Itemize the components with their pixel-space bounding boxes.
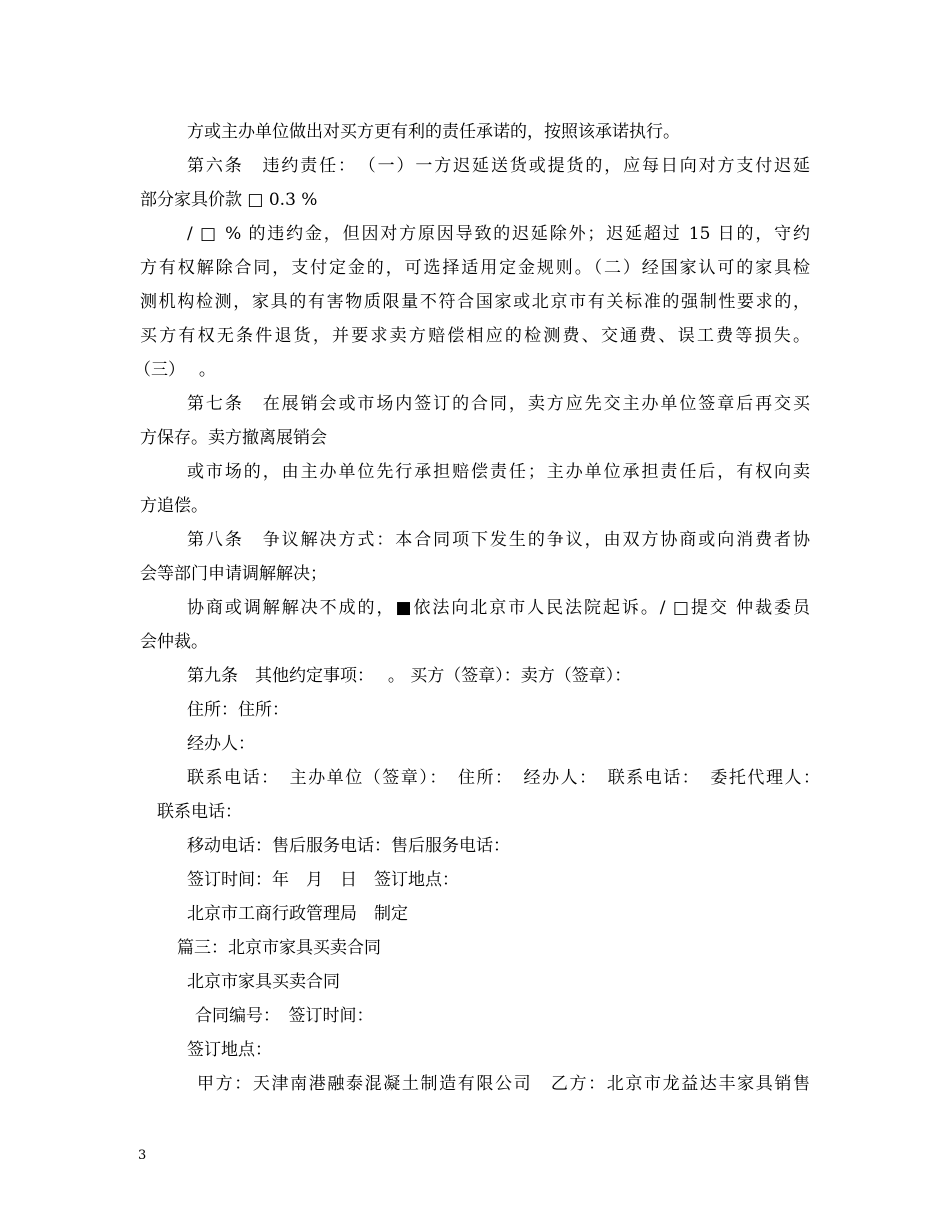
text-line: 或市场的，由主办单位先行承担赔偿责任；主办单位承担责任后，有权向卖 xyxy=(187,462,810,482)
page-number: 3 xyxy=(138,1148,147,1163)
text-line: 第八条 争议解决方式：本合同项下发生的争议，由双方协商或向消费者协 xyxy=(187,530,810,550)
text-line: 部分家具价款 □ 0.3 % xyxy=(140,190,318,210)
text-line: 签订时间：年 月 日 签订地点： xyxy=(187,870,459,890)
text-line: 测机构检测，家具的有害物质限量不符合国家或北京市有关标准的强制性要求的， xyxy=(140,292,810,312)
text-line: 经办人： xyxy=(187,734,255,754)
text-line: 买方有权无条件退货，并要求卖方赔偿相应的检测费、交通费、误工费等损失。 xyxy=(140,326,810,346)
text-line: 第九条 其他约定事项： 。 买方（签章）：卖方（签章）： xyxy=(187,666,632,686)
text-line: 方保存。卖方撤离展销会 xyxy=(140,428,327,448)
text-line: 方追偿。 xyxy=(140,496,208,516)
text-line: 会仲裁。 xyxy=(140,632,208,652)
text-line: 方或主办单位做出对买方更有利的责任承诺的，按照该承诺执行。 xyxy=(187,122,680,142)
text-line: 篇三：北京市家具买卖合同 xyxy=(177,938,381,958)
text-line: （三） 。 xyxy=(134,360,216,380)
text-line: 方有权解除合同，支付定金的，可选择适用定金规则。（二）经国家认可的家具检 xyxy=(140,258,810,278)
text-line: 联系电话： 主办单位（签章）： 住所： 经办人： 联系电话： 委托代理人： xyxy=(187,768,820,788)
text-line: 会等部门申请调解解决； xyxy=(140,564,327,584)
text-line: 甲方：天津南港融泰混凝土制造有限公司 乙方：北京市龙益达丰家具销售 xyxy=(197,1074,810,1094)
text-line: 协商或调解解决不成的，■依法向北京市人民法院起诉。/ □提交 仲裁委员 xyxy=(187,598,810,618)
text-line: 联系电话： xyxy=(157,802,242,822)
text-line: 签订地点： xyxy=(187,1040,272,1060)
text-line: 北京市工商行政管理局 制定 xyxy=(187,904,408,924)
text-line: / □ % 的违约金，但因对方原因导致的迟延除外；迟延超过 15 日的，守约 xyxy=(187,224,810,244)
text-line: 北京市家具买卖合同 xyxy=(187,972,340,992)
text-line: 合同编号： 签订时间： xyxy=(195,1006,374,1026)
text-line: 第七条 在展销会或市场内签订的合同，卖方应先交主办单位签章后再交买 xyxy=(187,394,810,414)
text-line: 住所：住所： xyxy=(187,700,289,720)
text-line: 移动电话：售后服务电话：售后服务电话： xyxy=(187,836,510,856)
text-line: 第六条 违约责任： （一）一方迟延送货或提货的，应每日向对方支付迟延 xyxy=(187,156,810,176)
